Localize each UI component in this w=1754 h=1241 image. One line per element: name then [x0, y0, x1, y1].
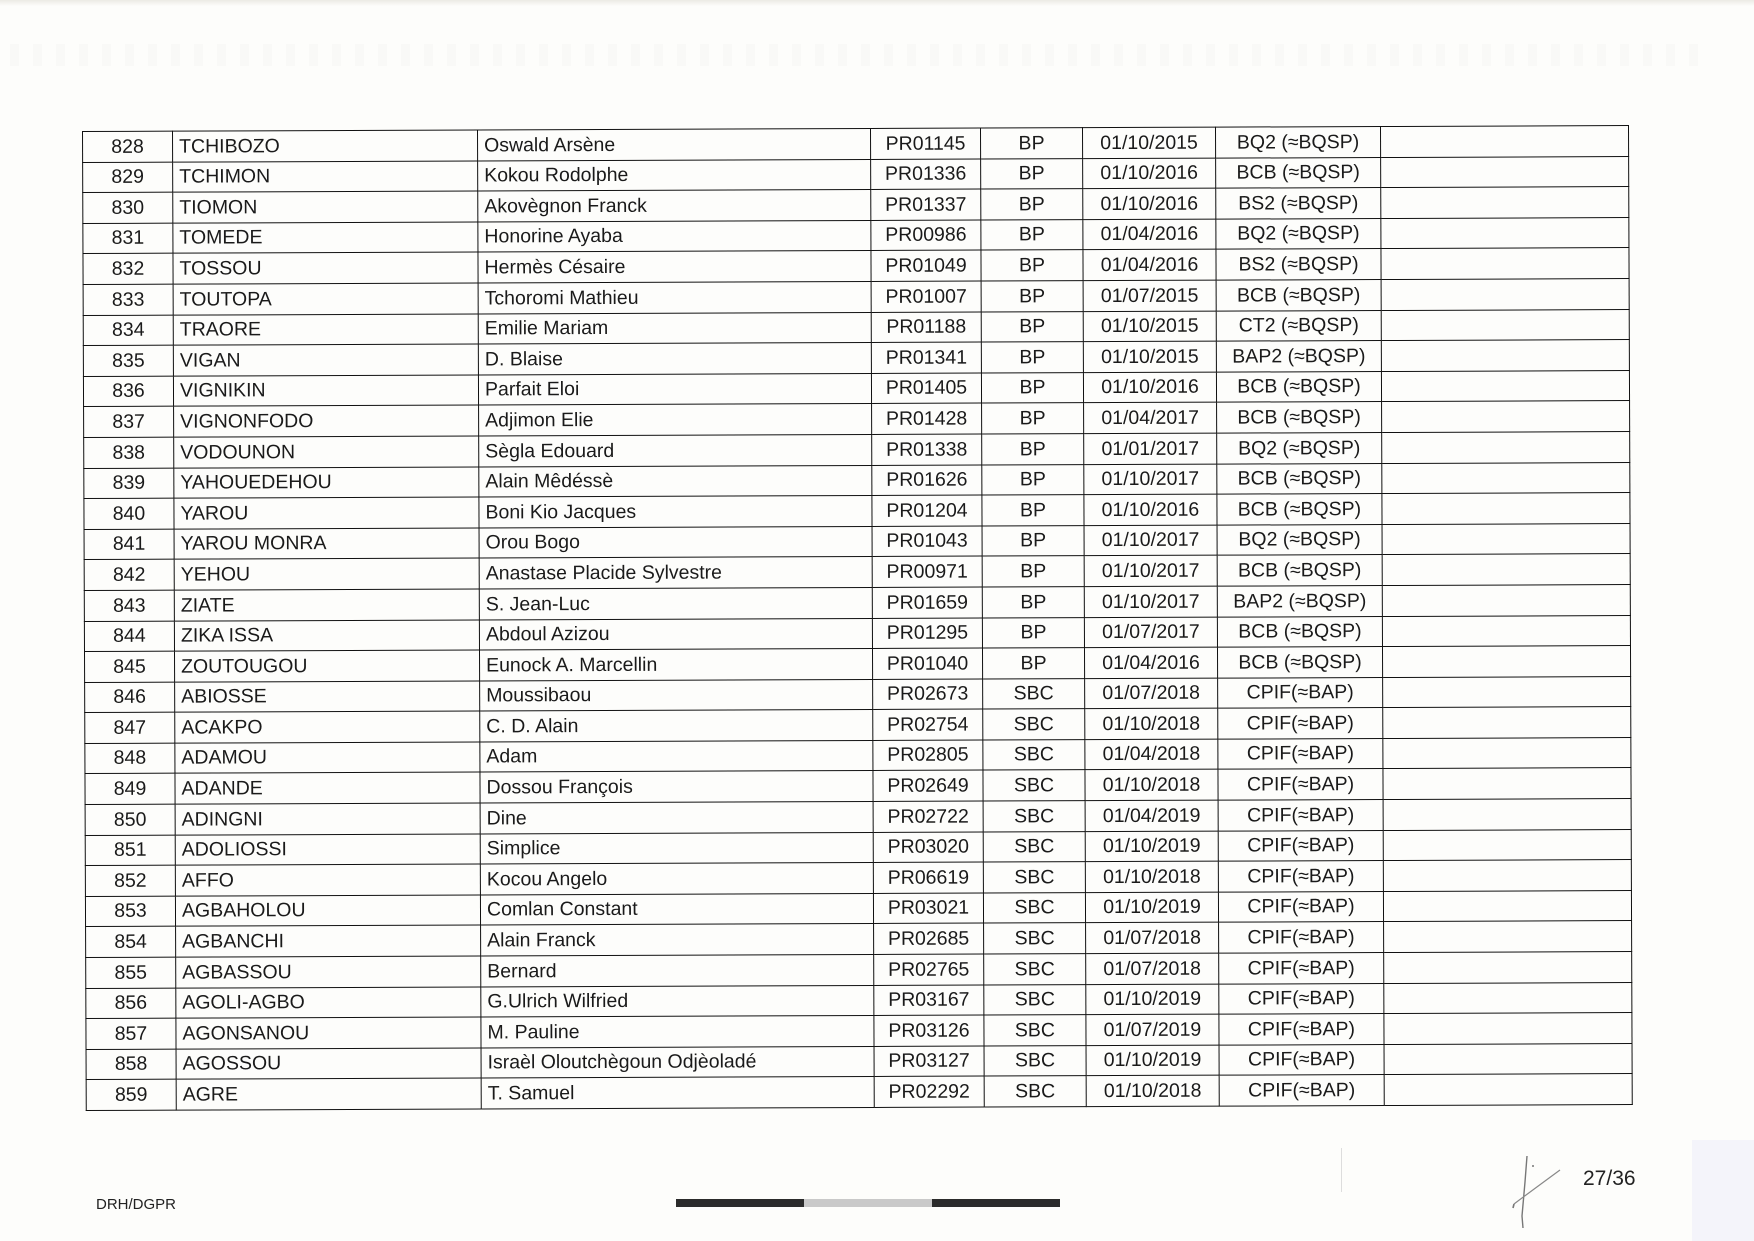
- grade-cell: CPIF(≈BAP): [1218, 769, 1383, 800]
- last-name-cell: ADINGNI: [175, 803, 480, 835]
- observation-cell: [1384, 1043, 1632, 1075]
- observation-cell: [1383, 707, 1631, 739]
- personnel-table-body: [83, 126, 1633, 1111]
- observation-cell: [1382, 615, 1630, 647]
- category-cell: BP: [982, 464, 1084, 495]
- first-names-cell: M. Pauline: [481, 1016, 874, 1048]
- grade-cell: CPIF(≈BAP): [1218, 891, 1383, 922]
- registration-number-cell: PR00986: [871, 220, 981, 251]
- scan-noise-band: [10, 44, 1700, 66]
- first-names-cell: Adjimon Elie: [479, 404, 872, 436]
- last-name-cell: ZIATE: [174, 589, 479, 621]
- effective-date-cell: 01/04/2016: [1083, 219, 1216, 250]
- registration-number-cell: PR01428: [872, 403, 982, 434]
- grade-cell: BCB (≈BQSP): [1217, 616, 1382, 647]
- registration-number-cell: PR03021: [873, 893, 983, 924]
- last-name-cell: ADOLIOSSI: [175, 834, 480, 866]
- effective-date-cell: 01/10/2019: [1085, 892, 1218, 923]
- first-names-cell: Tchoromi Mathieu: [478, 281, 871, 313]
- last-name-cell: VODOUNON: [174, 436, 479, 468]
- observation-cell: [1381, 309, 1629, 341]
- grade-cell: BCB (≈BQSP): [1216, 371, 1381, 402]
- first-names-cell: D. Blaise: [478, 343, 871, 375]
- last-name-cell: TIOMON: [173, 191, 478, 223]
- footer-department: DRH/DGPR: [96, 1196, 177, 1213]
- observation-cell: [1382, 554, 1630, 586]
- row-number-cell: 851: [85, 835, 175, 866]
- effective-date-cell: 01/07/2017: [1084, 617, 1217, 648]
- row-number-cell: 847: [85, 712, 175, 743]
- category-cell: BP: [981, 281, 1083, 312]
- registration-number-cell: PR01043: [872, 526, 982, 557]
- first-names-cell: Sègla Edouard: [479, 434, 872, 466]
- last-name-cell: ABIOSSE: [175, 681, 480, 713]
- last-name-cell: AGBANCHI: [176, 925, 481, 957]
- last-name-cell: TCHIMON: [173, 161, 478, 193]
- category-cell: SBC: [984, 1045, 1086, 1076]
- observation-cell: [1383, 829, 1631, 861]
- first-names-cell: T. Samuel: [481, 1077, 874, 1109]
- effective-date-cell: 01/10/2016: [1083, 372, 1216, 403]
- row-number-cell: 859: [86, 1080, 176, 1111]
- last-name-cell: YAROU MONRA: [174, 528, 479, 560]
- row-number-cell: 837: [84, 406, 174, 437]
- row-number-cell: 855: [86, 957, 176, 988]
- grade-cell: CPIF(≈BAP): [1219, 983, 1384, 1014]
- first-names-cell: Bernard: [481, 954, 874, 986]
- observation-cell: [1380, 126, 1628, 158]
- row-number-cell: 853: [85, 896, 175, 927]
- row-number-cell: 841: [84, 529, 174, 560]
- first-names-cell: Emilie Mariam: [478, 312, 871, 344]
- category-cell: SBC: [983, 862, 1085, 893]
- registration-number-cell: PR02673: [873, 679, 983, 710]
- category-cell: SBC: [983, 801, 1085, 832]
- last-name-cell: YAHOUEDEHOU: [174, 467, 479, 499]
- first-names-cell: Kocou Angelo: [480, 863, 873, 895]
- last-name-cell: ACAKPO: [175, 711, 480, 743]
- effective-date-cell: 01/10/2015: [1083, 341, 1216, 372]
- row-number-cell: 830: [83, 192, 173, 223]
- grade-cell: CPIF(≈BAP): [1219, 1014, 1384, 1045]
- first-names-cell: Israèl Oloutchègoun Odjèoladé: [481, 1046, 874, 1078]
- registration-number-cell: PR01405: [871, 373, 981, 404]
- registration-number-cell: PR03167: [874, 985, 984, 1016]
- row-number-cell: 845: [84, 651, 174, 682]
- effective-date-cell: 01/10/2019: [1086, 1045, 1219, 1076]
- first-names-cell: Moussibaou: [480, 679, 873, 711]
- grade-cell: BCB (≈BQSP): [1216, 279, 1381, 310]
- last-name-cell: VIGAN: [173, 344, 478, 376]
- effective-date-cell: 01/04/2018: [1085, 739, 1218, 770]
- last-name-cell: AGBAHOLOU: [175, 895, 480, 927]
- flag-band: [676, 1199, 1060, 1207]
- observation-cell: [1384, 952, 1632, 984]
- category-cell: SBC: [983, 892, 1085, 923]
- row-number-cell: 850: [85, 804, 175, 835]
- first-names-cell: Anastase Placide Sylvestre: [479, 557, 872, 589]
- row-number-cell: 831: [83, 223, 173, 254]
- last-name-cell: ZIKA ISSA: [174, 619, 479, 651]
- observation-cell: [1382, 493, 1630, 525]
- registration-number-cell: PR02649: [873, 771, 983, 802]
- registration-number-cell: PR01040: [872, 648, 982, 679]
- category-cell: BP: [982, 617, 1084, 648]
- registration-number-cell: PR06619: [873, 862, 983, 893]
- last-name-cell: TRAORE: [173, 314, 478, 346]
- first-names-cell: Akovègnon Franck: [478, 190, 871, 222]
- last-name-cell: AFFO: [175, 864, 480, 896]
- registration-number-cell: PR01626: [872, 465, 982, 496]
- first-names-cell: Eunock A. Marcellin: [479, 649, 872, 681]
- row-number-cell: 848: [85, 743, 175, 774]
- grade-cell: BQ2 (≈BQSP): [1216, 218, 1381, 249]
- grade-cell: BCB (≈BQSP): [1217, 647, 1382, 678]
- effective-date-cell: 01/04/2019: [1085, 800, 1218, 831]
- row-number-cell: 842: [84, 559, 174, 590]
- grade-cell: BCB (≈BQSP): [1217, 402, 1382, 433]
- effective-date-cell: 01/10/2018: [1085, 861, 1218, 892]
- observation-cell: [1382, 646, 1630, 678]
- observation-cell: [1381, 156, 1629, 188]
- registration-number-cell: PR03127: [874, 1046, 984, 1077]
- effective-date-cell: 01/10/2017: [1084, 586, 1217, 617]
- registration-number-cell: PR02722: [873, 801, 983, 832]
- effective-date-cell: 01/10/2017: [1084, 464, 1217, 495]
- effective-date-cell: 01/10/2016: [1083, 188, 1216, 219]
- registration-number-cell: PR01338: [872, 434, 982, 465]
- observation-cell: [1382, 401, 1630, 433]
- last-name-cell: AGOSSOU: [176, 1048, 481, 1080]
- grade-cell: CPIF(≈BAP): [1218, 677, 1383, 708]
- flag-band-stripe-2: [804, 1199, 932, 1207]
- effective-date-cell: 01/10/2015: [1083, 311, 1216, 342]
- first-names-cell: Kokou Rodolphe: [478, 159, 871, 191]
- registration-number-cell: PR01295: [872, 618, 982, 649]
- effective-date-cell: 01/10/2018: [1085, 770, 1218, 801]
- first-names-cell: Abdoul Azizou: [479, 618, 872, 650]
- grade-cell: BS2 (≈BQSP): [1216, 249, 1381, 280]
- observation-cell: [1382, 462, 1630, 494]
- first-names-cell: Alain Franck: [481, 924, 874, 956]
- effective-date-cell: 01/10/2018: [1086, 1076, 1219, 1107]
- roster-sheet: [82, 125, 1633, 1111]
- registration-number-cell: PR01204: [872, 495, 982, 526]
- flag-band-stripe-3: [932, 1199, 1060, 1207]
- registration-number-cell: PR02685: [874, 923, 984, 954]
- effective-date-cell: 01/04/2017: [1084, 402, 1217, 433]
- category-cell: SBC: [984, 954, 1086, 985]
- observation-cell: [1381, 340, 1629, 372]
- first-names-cell: Dossou François: [480, 771, 873, 803]
- first-names-cell: Comlan Constant: [480, 893, 873, 925]
- grade-cell: BAP2 (≈BQSP): [1217, 585, 1382, 616]
- grade-cell: CPIF(≈BAP): [1219, 922, 1384, 953]
- category-cell: BP: [981, 219, 1083, 250]
- registration-number-cell: PR01336: [871, 159, 981, 190]
- last-name-cell: AGOLI-AGBO: [176, 987, 481, 1019]
- grade-cell: CPIF(≈BAP): [1218, 830, 1383, 861]
- observation-cell: [1384, 982, 1632, 1014]
- first-names-cell: Alain Mêdéssè: [479, 465, 872, 497]
- scan-right-edge: [1692, 1140, 1754, 1241]
- row-number-cell: 829: [83, 162, 173, 193]
- first-names-cell: G.Ulrich Wilfried: [481, 985, 874, 1017]
- grade-cell: BCB (≈BQSP): [1216, 157, 1381, 188]
- registration-number-cell: PR01007: [871, 281, 981, 312]
- effective-date-cell: 01/04/2016: [1083, 250, 1216, 281]
- signature-icon: [1510, 1152, 1590, 1232]
- effective-date-cell: 01/04/2016: [1084, 647, 1217, 678]
- first-names-cell: Simplice: [480, 832, 873, 864]
- first-names-cell: Hermès Césaire: [478, 251, 871, 283]
- category-cell: BP: [982, 648, 1084, 679]
- registration-number-cell: PR03126: [874, 1015, 984, 1046]
- effective-date-cell: 01/07/2015: [1083, 280, 1216, 311]
- grade-cell: BCB (≈BQSP): [1217, 494, 1382, 525]
- effective-date-cell: 01/10/2019: [1085, 831, 1218, 862]
- category-cell: BP: [982, 403, 1084, 434]
- category-cell: BP: [981, 189, 1083, 220]
- effective-date-cell: 01/07/2019: [1086, 1014, 1219, 1045]
- last-name-cell: TOUTOPA: [173, 283, 478, 315]
- registration-number-cell: PR02754: [873, 709, 983, 740]
- table-row: [86, 1074, 1632, 1111]
- category-cell: BP: [982, 556, 1084, 587]
- first-names-cell: Oswald Arsène: [477, 128, 870, 160]
- registration-number-cell: PR01337: [871, 189, 981, 220]
- row-number-cell: 836: [83, 376, 173, 407]
- effective-date-cell: 01/07/2018: [1085, 678, 1218, 709]
- flag-band-stripe-1: [676, 1199, 804, 1207]
- registration-number-cell: PR02292: [874, 1076, 984, 1107]
- last-name-cell: TCHIBOZO: [173, 130, 478, 162]
- grade-cell: CPIF(≈BAP): [1218, 708, 1383, 739]
- registration-number-cell: PR01659: [872, 587, 982, 618]
- observation-cell: [1383, 676, 1631, 708]
- last-name-cell: VIGNONFODO: [174, 405, 479, 437]
- category-cell: SBC: [983, 740, 1085, 771]
- registration-number-cell: PR00971: [872, 556, 982, 587]
- category-cell: SBC: [984, 984, 1086, 1015]
- grade-cell: BQ2 (≈BQSP): [1217, 524, 1382, 555]
- scan-top-edge: [0, 0, 1754, 6]
- row-number-cell: 849: [85, 774, 175, 805]
- effective-date-cell: 01/10/2018: [1085, 708, 1218, 739]
- observation-cell: [1383, 737, 1631, 769]
- registration-number-cell: PR03020: [873, 832, 983, 863]
- last-name-cell: AGBASSOU: [176, 956, 481, 988]
- row-number-cell: 833: [83, 284, 173, 315]
- category-cell: SBC: [983, 770, 1085, 801]
- row-number-cell: 832: [83, 254, 173, 285]
- observation-cell: [1383, 799, 1631, 831]
- grade-cell: BQ2 (≈BQSP): [1215, 127, 1380, 158]
- row-number-cell: 852: [85, 865, 175, 896]
- effective-date-cell: 01/10/2019: [1086, 984, 1219, 1015]
- category-cell: BP: [981, 342, 1083, 373]
- row-number-cell: 857: [86, 1018, 176, 1049]
- category-cell: SBC: [984, 1076, 1086, 1107]
- grade-cell: BAP2 (≈BQSP): [1216, 341, 1381, 372]
- observation-cell: [1384, 921, 1632, 953]
- row-number-cell: 834: [83, 315, 173, 346]
- page-number: 27/36: [1583, 1167, 1636, 1190]
- category-cell: BP: [982, 495, 1084, 526]
- grade-cell: BCB (≈BQSP): [1217, 555, 1382, 586]
- effective-date-cell: 01/10/2016: [1083, 158, 1216, 189]
- observation-cell: [1382, 584, 1630, 616]
- last-name-cell: VIGNIKIN: [173, 375, 478, 407]
- observation-cell: [1382, 523, 1630, 555]
- registration-number-cell: PR01145: [870, 128, 980, 159]
- grade-cell: BS2 (≈BQSP): [1216, 188, 1381, 219]
- first-names-cell: Adam: [480, 740, 873, 772]
- observation-cell: [1382, 431, 1630, 463]
- observation-cell: [1384, 1074, 1632, 1106]
- effective-date-cell: 01/10/2017: [1084, 555, 1217, 586]
- effective-date-cell: 01/01/2017: [1084, 433, 1217, 464]
- effective-date-cell: 01/07/2018: [1086, 923, 1219, 954]
- row-number-cell: 844: [84, 621, 174, 652]
- observation-cell: [1383, 860, 1631, 892]
- last-name-cell: TOSSOU: [173, 252, 478, 284]
- first-names-cell: S. Jean-Luc: [479, 587, 872, 619]
- last-name-cell: YAROU: [174, 497, 479, 529]
- registration-number-cell: PR01188: [871, 312, 981, 343]
- effective-date-cell: 01/10/2016: [1084, 494, 1217, 525]
- row-number-cell: 838: [84, 437, 174, 468]
- registration-number-cell: PR02765: [874, 954, 984, 985]
- effective-date-cell: 01/07/2018: [1086, 953, 1219, 984]
- category-cell: BP: [980, 128, 1082, 159]
- grade-cell: CPIF(≈BAP): [1218, 861, 1383, 892]
- registration-number-cell: PR02805: [873, 740, 983, 771]
- first-names-cell: Parfait Eloi: [478, 373, 871, 405]
- registration-number-cell: PR01341: [871, 342, 981, 373]
- grade-cell: CPIF(≈BAP): [1219, 1044, 1384, 1075]
- category-cell: SBC: [984, 1015, 1086, 1046]
- registration-number-cell: PR01049: [871, 250, 981, 281]
- last-name-cell: ADAMOU: [175, 742, 480, 774]
- category-cell: BP: [982, 587, 1084, 618]
- observation-cell: [1381, 217, 1629, 249]
- row-number-cell: 839: [84, 468, 174, 499]
- grade-cell: CPIF(≈BAP): [1218, 800, 1383, 831]
- category-cell: BP: [981, 250, 1083, 281]
- last-name-cell: AGRE: [176, 1078, 481, 1110]
- observation-cell: [1381, 279, 1629, 311]
- row-number-cell: 835: [83, 345, 173, 376]
- last-name-cell: AGONSANOU: [176, 1017, 481, 1049]
- row-number-cell: 858: [86, 1049, 176, 1080]
- observation-cell: [1381, 248, 1629, 280]
- grade-cell: CT2 (≈BQSP): [1216, 310, 1381, 341]
- row-number-cell: 843: [84, 590, 174, 621]
- category-cell: SBC: [984, 923, 1086, 954]
- category-cell: SBC: [983, 709, 1085, 740]
- first-names-cell: Honorine Ayaba: [478, 220, 871, 252]
- last-name-cell: ADANDE: [175, 772, 480, 804]
- category-cell: SBC: [983, 831, 1085, 862]
- effective-date-cell: 01/10/2017: [1084, 525, 1217, 556]
- grade-cell: BCB (≈BQSP): [1217, 463, 1382, 494]
- category-cell: BP: [981, 158, 1083, 189]
- first-names-cell: Orou Bogo: [479, 526, 872, 558]
- last-name-cell: ZOUTOUGOU: [174, 650, 479, 682]
- observation-cell: [1381, 370, 1629, 402]
- first-names-cell: C. D. Alain: [480, 710, 873, 742]
- row-number-cell: 854: [86, 927, 176, 958]
- category-cell: BP: [981, 372, 1083, 403]
- row-number-cell: 840: [84, 498, 174, 529]
- grade-cell: CPIF(≈BAP): [1219, 1075, 1384, 1106]
- last-name-cell: YEHOU: [174, 558, 479, 590]
- row-number-cell: 828: [83, 131, 173, 162]
- row-number-cell: 846: [85, 682, 175, 713]
- grade-cell: CPIF(≈BAP): [1218, 738, 1383, 769]
- last-name-cell: TOMEDE: [173, 222, 478, 254]
- category-cell: BP: [982, 525, 1084, 556]
- effective-date-cell: 01/10/2015: [1082, 127, 1215, 158]
- observation-cell: [1381, 187, 1629, 219]
- observation-cell: [1383, 768, 1631, 800]
- personnel-table: [82, 125, 1633, 1111]
- first-names-cell: Boni Kio Jacques: [479, 496, 872, 528]
- grade-cell: CPIF(≈BAP): [1219, 953, 1384, 984]
- observation-cell: [1383, 890, 1631, 922]
- observation-cell: [1384, 1013, 1632, 1045]
- category-cell: SBC: [983, 678, 1085, 709]
- row-number-cell: 856: [86, 988, 176, 1019]
- category-cell: BP: [981, 311, 1083, 342]
- scan-artifact-rule: [1341, 1148, 1342, 1192]
- first-names-cell: Dine: [480, 802, 873, 834]
- category-cell: BP: [982, 434, 1084, 465]
- grade-cell: BQ2 (≈BQSP): [1217, 432, 1382, 463]
